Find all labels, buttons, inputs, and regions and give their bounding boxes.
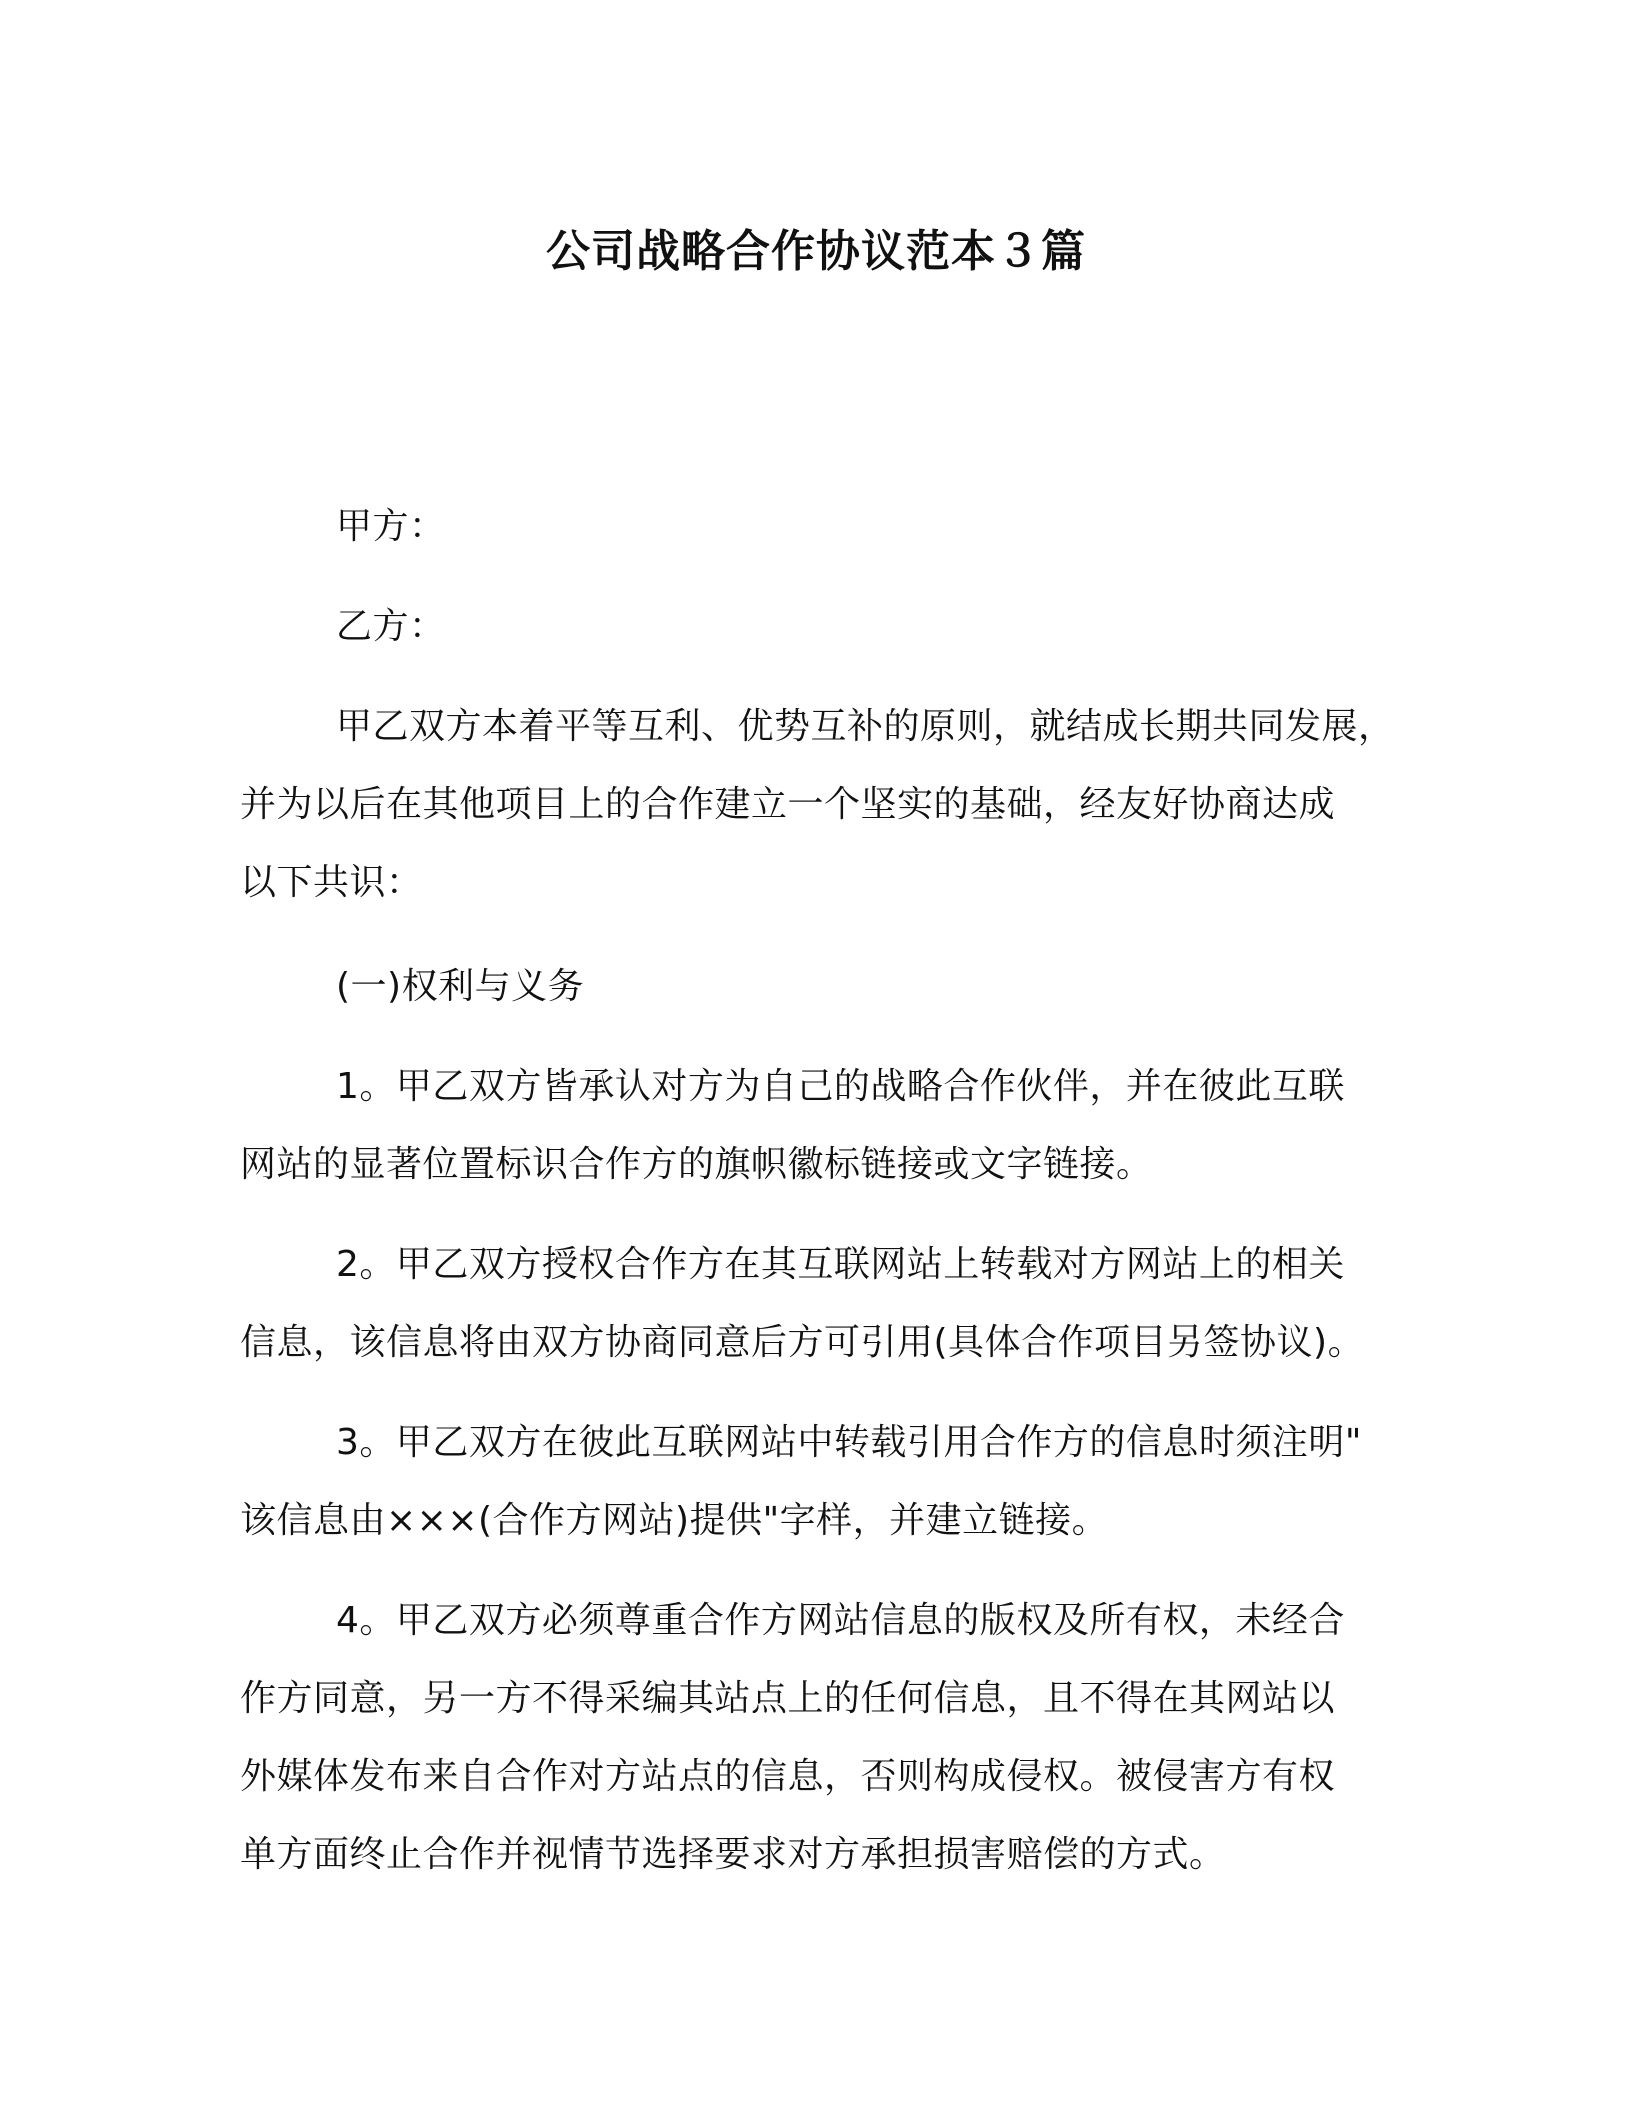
clause-line: 4。甲乙双方必须尊重合作方网站信息的版权及所有权，未经合 xyxy=(336,1600,1345,1641)
intro-line: 甲乙双方本着平等互利、优势互补的原则，就结成长期共同发展， xyxy=(336,706,1395,747)
intro-paragraph xyxy=(240,688,1395,922)
clause-3 xyxy=(240,1404,1390,1560)
clause-line: 1。甲乙双方皆承认对方为自己的战略合作伙伴，并在彼此互联 xyxy=(336,1066,1345,1107)
clause-line: 单方面终止合作并视情节选择要求对方承担损害赔偿的方式。 xyxy=(240,1834,1226,1875)
clause-line: 外媒体发布来自合作对方站点的信息，否则构成侵权。被侵害方有权 xyxy=(240,1756,1336,1797)
clause-line: 信息，该信息将由双方协商同意后方可引用(具体合作项目另签协议)。 xyxy=(240,1322,1365,1363)
party-a-label: 甲方： xyxy=(336,506,446,547)
clause-line: 该信息由×××(合作方网站)提供"字样，并建立链接。 xyxy=(240,1500,1109,1541)
intro-line: 以下共识： xyxy=(240,862,423,903)
clause-4 xyxy=(240,1582,1390,1894)
intro-line: 并为以后在其他项目上的合作建立一个坚实的基础，经友好协商达成 xyxy=(240,784,1336,825)
clause-line: 3。甲乙双方在彼此互联网站中转载引用合作方的信息时须注明" xyxy=(336,1422,1362,1463)
clause-line: 作方同意，另一方不得采编其站点上的任何信息，且不得在其网站以 xyxy=(240,1678,1336,1719)
party-b-label: 乙方： xyxy=(336,606,446,647)
party-b-line xyxy=(240,588,1390,666)
clause-2 xyxy=(240,1226,1390,1382)
section-heading: (一)权利与义务 xyxy=(336,966,585,1007)
document-title: 公司战略合作协议范本３篇 xyxy=(546,226,1086,277)
section-heading-line xyxy=(240,948,1390,1026)
clause-line: 网站的显著位置标识合作方的旗帜徽标链接或文字链接。 xyxy=(240,1144,1153,1185)
party-a-line xyxy=(240,488,1390,566)
clause-line: 2。甲乙双方授权合作方在其互联网站上转载对方网站上的相关 xyxy=(336,1244,1345,1285)
clause-1 xyxy=(240,1048,1390,1204)
